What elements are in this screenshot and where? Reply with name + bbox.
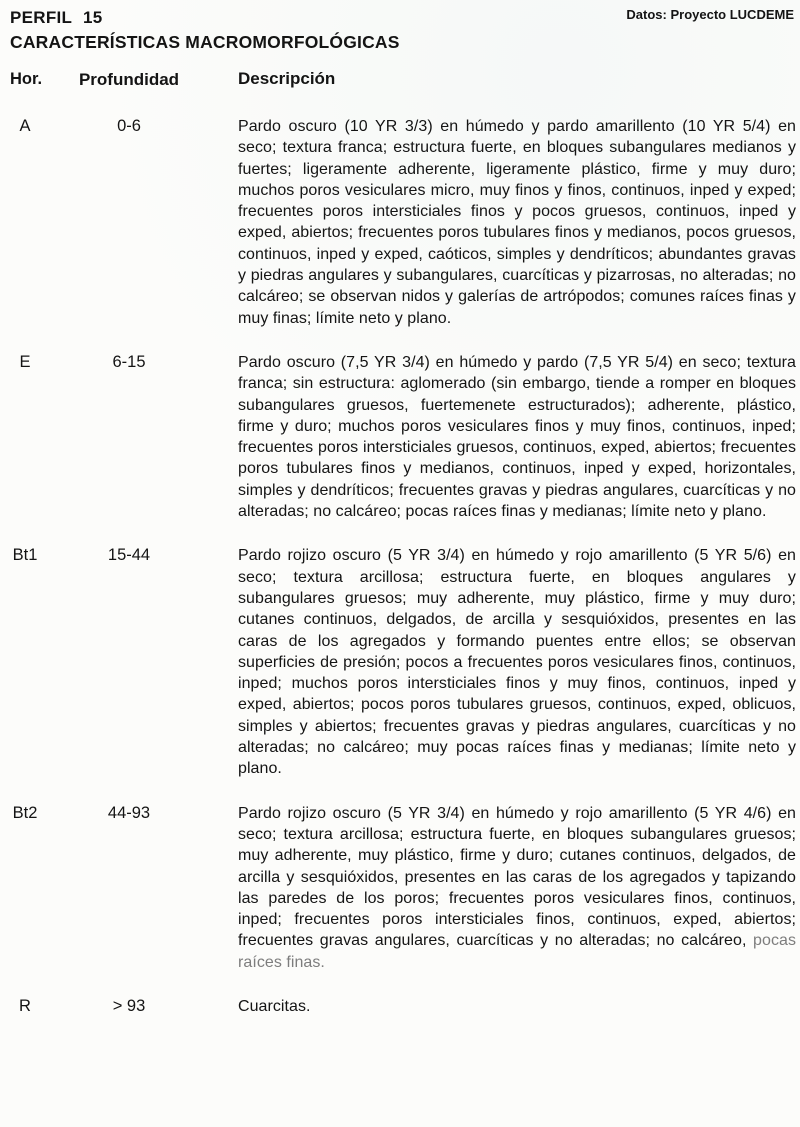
horizon-label: R — [19, 996, 31, 1015]
depth-value: 15-44 — [107, 546, 151, 565]
horizon-description — [238, 803, 796, 973]
depth-value: 6-15 — [112, 352, 146, 371]
depth-value: 0-6 — [117, 117, 141, 135]
description-text-muted: pocas raíces finas. — [238, 932, 796, 971]
table-row-horizon-e — [10, 352, 796, 522]
description-text: Pardo oscuro (7,5 YR 3/4) en húmedo y pardo (7,5 YR 5/4) en seco; textura franca; sin estructura: aglomerado (sin embargo, tiende a romper en bloques subangulares gruesos, fuertemenete estructurados); adherente, plástico, firme y duro; muchos poros vesiculares finos y muy finos, continuos, inped; frecuentes poros intersticiales gruesos, continuos, exped, abiertos; frecuentes poros tubulares finos y medianos, continuos, inped y exped, horizontales, simples y dendríticos; frecuentes gravas y piedras angulares, cuarcíticas y no alteradas; no calcáreo; pocas raíces finas y medianas; límite neto y plano. — [238, 353, 796, 521]
horizon-description — [238, 996, 796, 1017]
description-text: Pardo rojizo oscuro (5 YR 3/4) en húmedo y rojo amarillento (5 YR 5/6) en seco; textura arcillosa; estructura fuerte, en bloques angulares y subangulares gruesos; muy adherente, muy plástico, firme y muy duro; cutanes continuos, delgados, de arcilla y sesquióxidos, presentes en las caras de los agregados y formando puentes entre ellos; se observan superficies de presión; pocos a frecuentes poros vesiculares finos, continuos, inped; muchos poros intersticiales finos y muy finos, continuos, inped y exped, abiertos; pocos poros tubulares gruesos, continuos, exped, oblicuos, simples y abiertos; frecuentes gravas y piedras angulares, cuarcíticas y no alteradas; no calcáreo; muy pocas raíces finas y medianas; límite neto y plano. — [238, 547, 796, 778]
source-note: Datos: Proyecto LUCDEME — [626, 7, 794, 22]
column-header-depth: Profundidad — [78, 70, 180, 89]
horizon-label: E — [19, 352, 31, 371]
description-text: Pardo oscuro (10 YR 3/3) en húmedo y pardo amarillento (10 YR 5/4) en seco; textura franca; estructura fuerte, en bloques subangulares medianos y fuertes; ligeramente adherente, ligeramente plástico, firme y muy duro; muchos poros vesiculares micro, muy finos y finos, continuos, inped y exped; frecuentes poros intersticiales finos y pocos gruesos, continuos, inped y exped, abiertos; frecuentes poros tubulares finos y medianos, pocos gruesos, continuos, inped y exped, caóticos, simples y dendríticos; abundantes gravas y piedras angulares y subangulares, cuarcíticas y pizarrosas, no alteradas; no calcáreo; se observan nidos y galerías de artrópodos; comunes raíces finas y muy finas; límite neto y plano. — [238, 118, 796, 327]
page-subtitle: CARACTERÍSTICAS MACROMORFOLÓGICAS — [10, 32, 400, 52]
page-title: PERFIL 15 — [10, 8, 103, 27]
table-row-horizon-bt2 — [10, 803, 796, 973]
horizon-description — [238, 116, 796, 329]
table-header-row — [10, 69, 796, 91]
document-header — [10, 7, 796, 29]
depth-value: > 93 — [112, 996, 146, 1015]
horizon-label: A — [19, 117, 31, 135]
depth-value: 44-93 — [107, 803, 151, 822]
horizon-label: Bt1 — [12, 546, 38, 565]
column-header-horizon: Hor. — [10, 70, 43, 88]
description-text: Cuarcitas. — [238, 997, 311, 1015]
table-row-horizon-a — [10, 116, 796, 329]
horizon-description — [238, 545, 796, 779]
horizon-label: Bt2 — [12, 803, 38, 822]
table-row-horizon-bt1 — [10, 545, 796, 779]
horizon-description — [238, 352, 796, 522]
description-text: Pardo rojizo oscuro (5 YR 3/4) en húmedo y rojo amarillento (5 YR 4/6) en seco; textura arcillosa; estructura fuerte, en bloques subangulares gruesos; muy adherente, muy plástico, firme y duro; cutanes continuos, delgados, de arcilla y sesquióxidos, presentes en las caras de los agregados y tapizando las paredes de los poros; frecuentes poros vesiculares finos, continuos, inped; frecuentes poros intersticiales finos, continuos, exped, abiertos; frecuentes gravas angulares, cuarcíticas y no alteradas; no calcáreo, — [238, 804, 796, 950]
column-header-description: Descripción — [238, 69, 336, 88]
table-row-horizon-r — [10, 996, 796, 1017]
